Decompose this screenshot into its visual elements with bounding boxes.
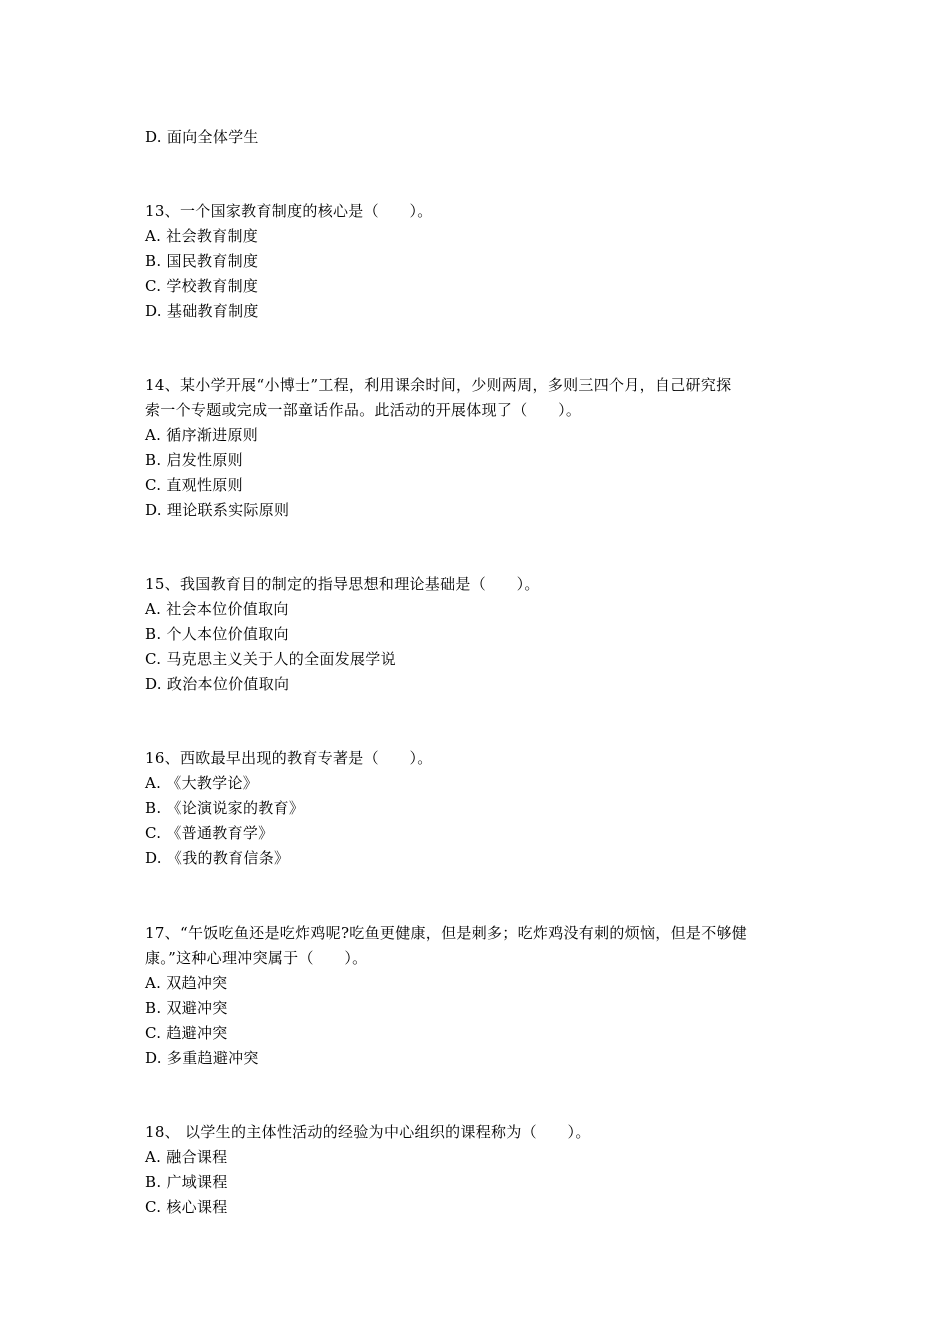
q17-option-a: A. 双趋冲突: [145, 974, 228, 992]
q13-option-b: B. 国民教育制度: [145, 252, 259, 270]
q15-option-d: D. 政治本位价值取向: [145, 675, 290, 693]
q16-option-c: C. 《普通教育学》: [145, 824, 274, 842]
q16-option-a: A. 《大教学论》: [145, 774, 259, 792]
q18-stem: 18、 以学生的主体性活动的经验为中心组织的课程称为（ ）。: [145, 1123, 591, 1141]
q13-option-c: C. 学校教育制度: [145, 277, 259, 295]
q18-option-a: A. 融合课程: [145, 1148, 228, 1166]
q16-option-d: D. 《我的教育信条》: [145, 849, 290, 867]
q16-option-b: B. 《论演说家的教育》: [145, 799, 305, 817]
q13-stem: 13、一个国家教育制度的核心是（ ）。: [145, 202, 433, 220]
q12-option-d: D. 面向全体学生: [145, 128, 259, 146]
q15-option-c: C. 马克思主义关于人的全面发展学说: [145, 650, 396, 668]
q17-stem-line2: 康。”这种心理冲突属于（ ）。: [145, 949, 368, 967]
q17-option-c: C. 趋避冲突: [145, 1024, 228, 1042]
q14-option-c: C. 直观性原则: [145, 476, 243, 494]
q17-option-b: B. 双避冲突: [145, 999, 228, 1017]
q15-option-b: B. 个人本位价值取向: [145, 625, 289, 643]
q18-option-b: B. 广域课程: [145, 1173, 228, 1191]
q17-option-d: D. 多重趋避冲突: [145, 1049, 259, 1067]
q16-stem: 16、西欧最早出现的教育专著是（ ）。: [145, 749, 433, 767]
q14-stem-line2: 索一个专题或完成一部童话作品。此活动的开展体现了（ ）。: [145, 401, 582, 419]
q14-stem-line1: 14、某小学开展“小博士”工程，利用课余时间，少则两周，多则三四个月，自己研究探: [145, 376, 732, 394]
q17-stem-line1: 17、“午饭吃鱼还是吃炸鸡呢?吃鱼更健康，但是刺多；吃炸鸡没有刺的烦恼，但是不够健: [145, 924, 748, 942]
q15-option-a: A. 社会本位价值取向: [145, 600, 289, 618]
q14-option-b: B. 启发性原则: [145, 451, 243, 469]
q13-option-a: A. 社会教育制度: [145, 227, 259, 245]
q18-option-c: C. 核心课程: [145, 1198, 228, 1216]
q13-option-d: D. 基础教育制度: [145, 302, 259, 320]
q14-option-a: A. 循序渐进原则: [145, 426, 259, 444]
q15-stem: 15、我国教育目的制定的指导思想和理论基础是（ ）。: [145, 575, 540, 593]
q14-option-d: D. 理论联系实际原则: [145, 501, 290, 519]
